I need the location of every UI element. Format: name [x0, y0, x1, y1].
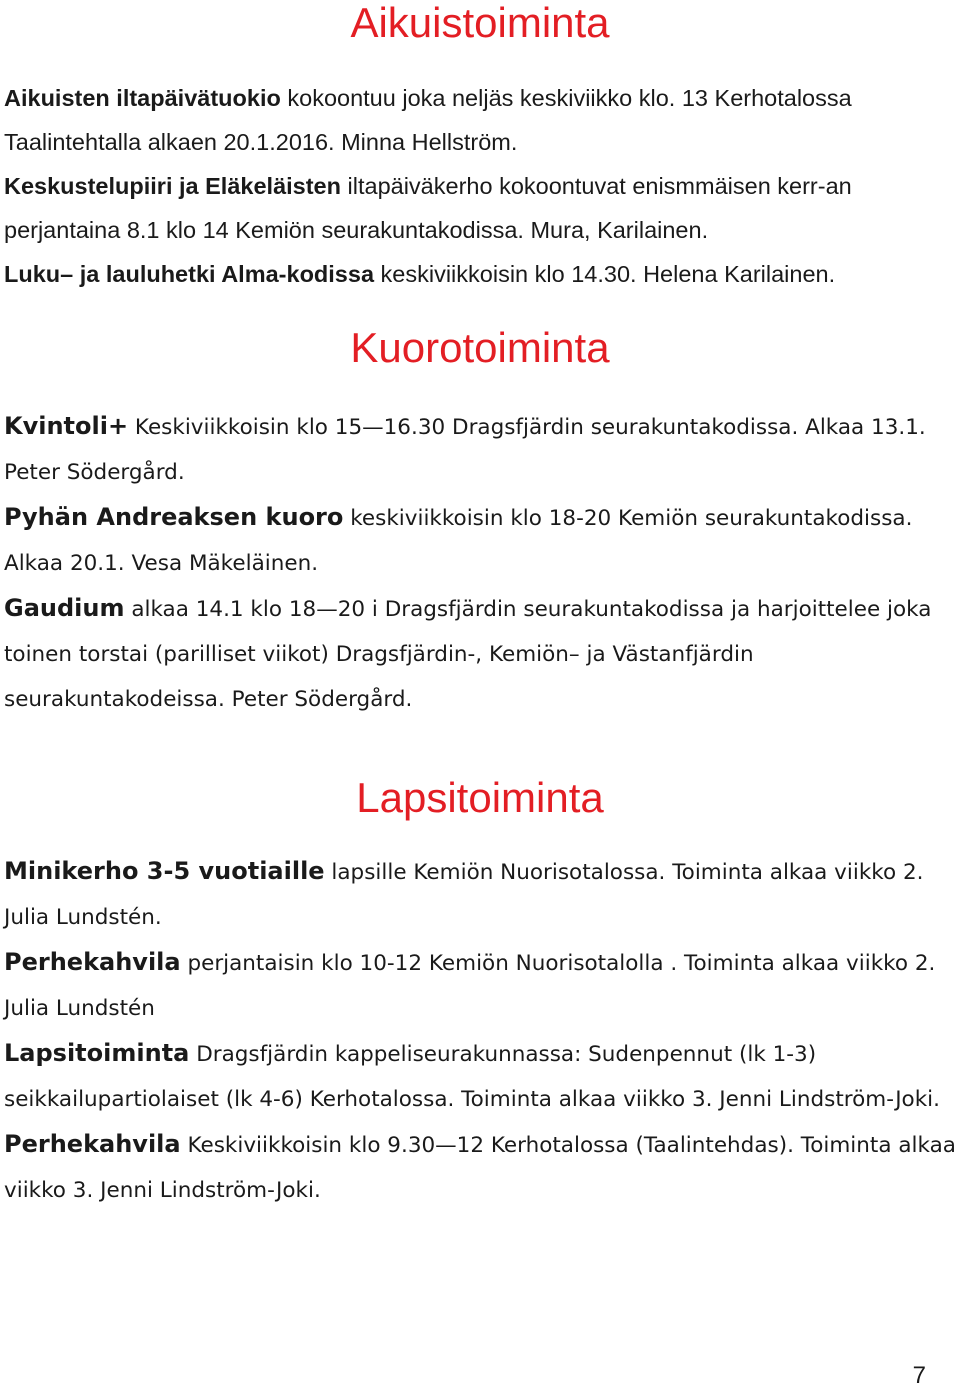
list-item: [4, 252, 956, 296]
item-text: alkaa 14.1 klo 18—20 i Dragsfjärdin seurakuntakodissa ja harjoittelee joka toinen torstai (parilliset viikot) Dragsfjärdin-, Kemiön– ja Västanfjärdin seurakuntakodeissa. Peter Södergård.: [4, 597, 932, 712]
item-text: Dragsfjärdin kappeliseurakunnassa: Sudenpennut (lk 1-3) seikkailupartiolaiset (lk 4-6) Kerhotalossa. Toiminta alkaa viikko 3. Jenni Lindström-Joki.: [4, 1042, 940, 1112]
item-lead: Perhekahvila: [4, 948, 181, 976]
item-lead: Kvintoli+: [4, 412, 129, 440]
item-lead: Gaudium: [4, 594, 125, 622]
item-text: iltapäiväkerho kokoontuvat enismmäisen kerr-an perjantaina 8.1 klo 14 Kemiön seurakuntakodissa. Mura, Karilainen.: [4, 173, 852, 243]
section-title-aikuistoiminta: Aikuistoiminta: [350, 0, 610, 46]
item-text: perjantaisin klo 10-12 Kemiön Nuorisotalolla . Toiminta alkaa viikko 2. Julia Lundstén: [4, 951, 936, 1021]
list-item: [4, 495, 956, 586]
list-item: [4, 940, 956, 1031]
page-number: 7: [912, 1362, 926, 1389]
item-text: Keskiviikkoisin klo 9.30—12 Kerhotalossa (Taalintehdas). Toiminta alkaa viikko 3. Jenni Lindström-Joki.: [4, 1133, 956, 1203]
list-item: [4, 586, 956, 722]
item-lead: Luku– ja lauluhetki Alma-kodissa: [4, 261, 375, 287]
item-text: keskiviikkoisin klo 18-20 Kemiön seurakuntakodissa. Alkaa 20.1. Vesa Mäkeläinen.: [4, 506, 913, 576]
list-item: [4, 404, 956, 495]
item-lead: Perhekahvila: [4, 1130, 181, 1158]
list-item: [4, 1031, 956, 1122]
item-lead: Minikerho 3-5 vuotiaille: [4, 857, 325, 885]
item-text: Keskiviikkoisin klo 15—16.30 Dragsfjärdin seurakuntakodissa. Alkaa 13.1. Peter Södergård.: [4, 415, 926, 485]
lapsitoiminta-list: [4, 849, 956, 1213]
item-lead: Pyhän Andreaksen kuoro: [4, 503, 344, 531]
list-item: [4, 76, 956, 164]
item-lead: Keskustelupiiri ja Eläkeläisten: [4, 173, 341, 199]
item-lead: Aikuisten iltapäivätuokio: [4, 85, 281, 111]
item-text: lapsille Kemiön Nuorisotalossa. Toiminta alkaa viikko 2. Julia Lundstén.: [4, 860, 924, 930]
item-text: keskiviikkoisin klo 14.30. Helena Karilainen.: [374, 261, 836, 287]
item-text: kokoontuu joka neljäs keskiviikko klo. 13 Kerhotalossa Taalintehtalla alkaen 20.1.2016. Minna Hellström.: [4, 85, 852, 155]
list-item: [4, 164, 956, 252]
section-title-lapsitoiminta: Lapsitoiminta: [356, 774, 604, 821]
list-item: [4, 1122, 956, 1213]
list-item: [4, 849, 956, 940]
aikuistoiminta-list: [4, 76, 956, 296]
section-title-kuorotoiminta: Kuorotoiminta: [350, 324, 610, 371]
kuorotoiminta-list: [4, 404, 956, 722]
item-lead: Lapsitoiminta: [4, 1039, 190, 1067]
